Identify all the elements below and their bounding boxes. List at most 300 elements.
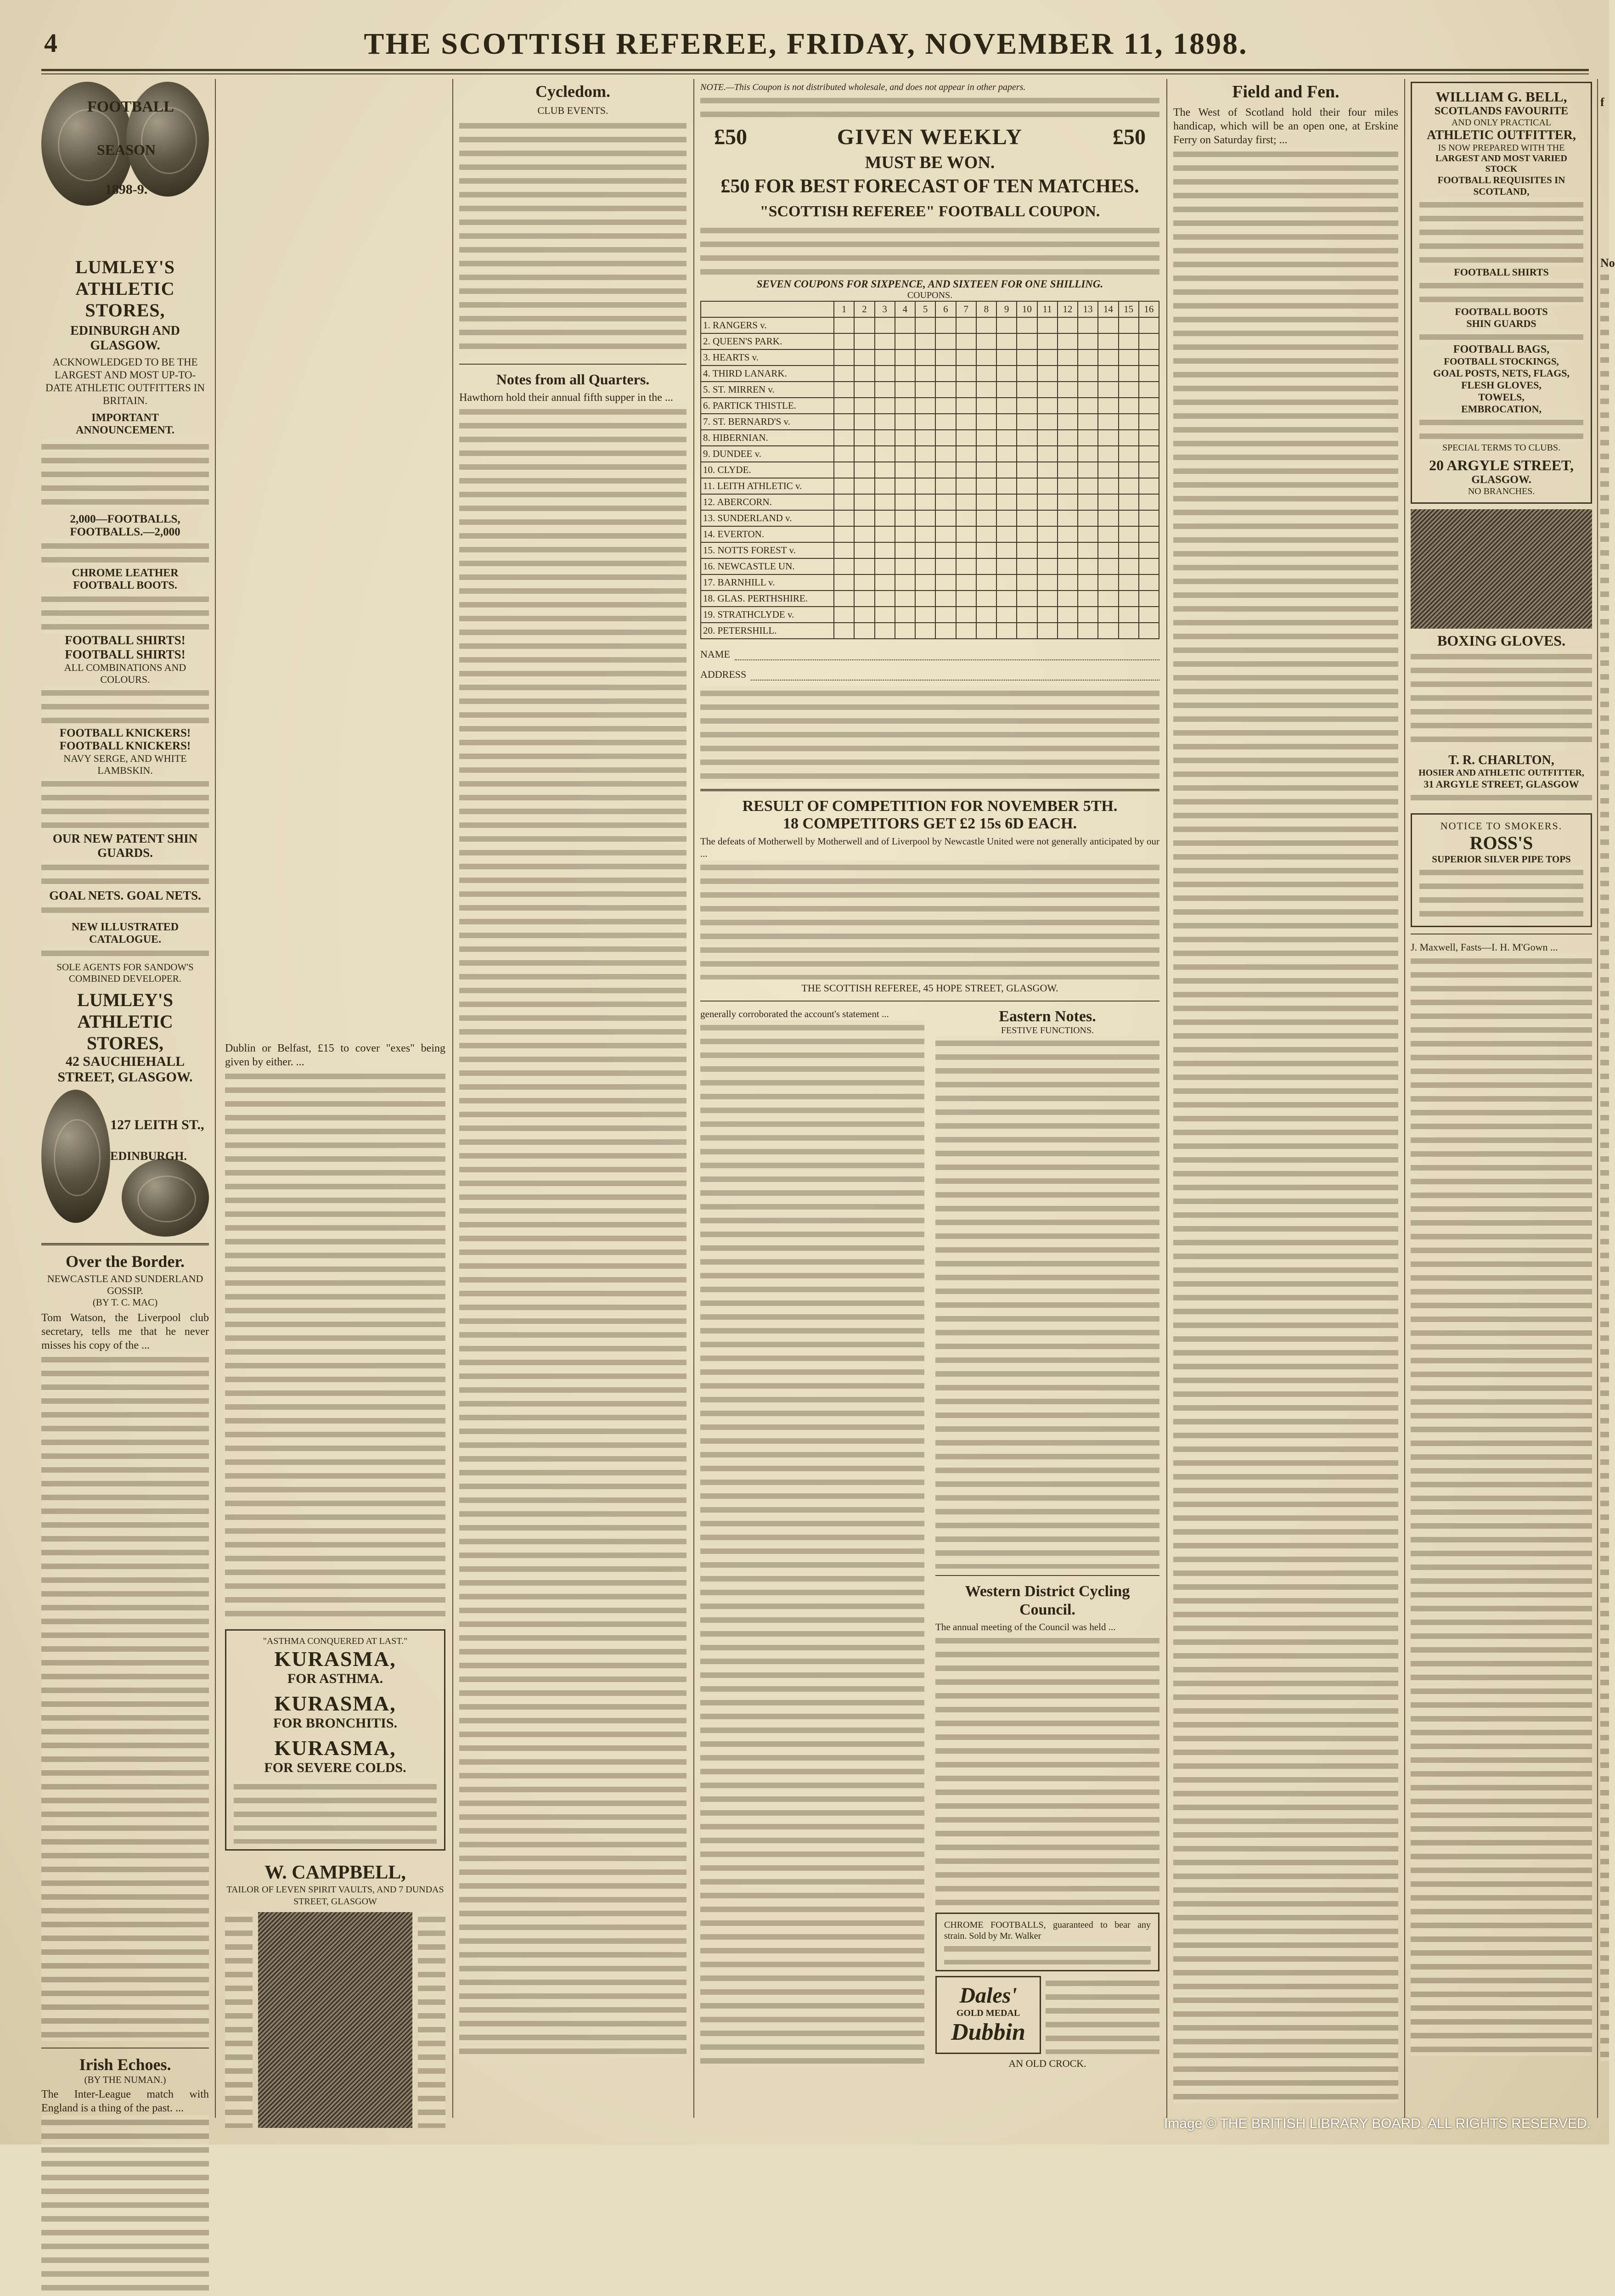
coupon-cell[interactable]	[957, 366, 977, 382]
coupon-cell[interactable]	[936, 414, 956, 430]
coupon-cell[interactable]	[1078, 543, 1098, 559]
coupon-cell[interactable]	[1017, 607, 1037, 623]
coupon-cell[interactable]	[997, 318, 1017, 334]
coupon-cell[interactable]	[957, 527, 977, 543]
coupon-cell[interactable]	[916, 543, 936, 559]
coupon-cell[interactable]	[916, 430, 936, 446]
coupon-cell[interactable]	[855, 511, 875, 527]
coupon-cell[interactable]	[1058, 575, 1078, 591]
coupon-cell[interactable]	[936, 559, 956, 575]
coupon-cell[interactable]	[936, 382, 956, 398]
coupon-cell[interactable]	[1017, 543, 1037, 559]
coupon-cell[interactable]	[895, 527, 916, 543]
coupon-cell[interactable]	[855, 478, 875, 495]
coupon-cell[interactable]	[936, 350, 956, 366]
coupon-cell[interactable]	[957, 543, 977, 559]
coupon-cell[interactable]	[997, 334, 1017, 350]
coupon-cell[interactable]	[936, 430, 956, 446]
coupon-cell[interactable]	[977, 575, 997, 591]
coupon-cell[interactable]	[1017, 414, 1037, 430]
coupon-cell[interactable]	[1038, 414, 1058, 430]
coupon-cell[interactable]	[834, 575, 855, 591]
coupon-cell[interactable]	[1098, 446, 1119, 462]
coupon-cell[interactable]	[1119, 575, 1139, 591]
coupon-cell[interactable]	[977, 591, 997, 607]
coupon-cell[interactable]	[1058, 511, 1078, 527]
coupon-cell[interactable]	[875, 350, 895, 366]
coupon-cell[interactable]	[895, 559, 916, 575]
coupon-cell[interactable]	[916, 575, 936, 591]
coupon-cell[interactable]	[1078, 414, 1098, 430]
coupon-cell[interactable]	[1058, 495, 1078, 511]
coupon-cell[interactable]	[1017, 366, 1037, 382]
coupon-cell[interactable]	[1038, 607, 1058, 623]
coupon-cell[interactable]	[977, 414, 997, 430]
coupon-cell[interactable]	[957, 350, 977, 366]
coupon-cell[interactable]	[1017, 511, 1037, 527]
coupon-cell[interactable]	[1119, 527, 1139, 543]
coupon-cell[interactable]	[977, 318, 997, 334]
coupon-cell[interactable]	[875, 398, 895, 414]
coupon-cell[interactable]	[1058, 366, 1078, 382]
coupon-cell[interactable]	[916, 382, 936, 398]
coupon-cell[interactable]	[1038, 478, 1058, 495]
coupon-cell[interactable]	[997, 414, 1017, 430]
coupon-cell[interactable]	[957, 430, 977, 446]
coupon-cell[interactable]	[1038, 430, 1058, 446]
coupon-cell[interactable]	[1098, 430, 1119, 446]
coupon-cell[interactable]	[1058, 623, 1078, 639]
coupon-cell[interactable]	[875, 318, 895, 334]
coupon-cell[interactable]	[1119, 318, 1139, 334]
coupon-cell[interactable]	[957, 334, 977, 350]
coupon-cell[interactable]	[1078, 559, 1098, 575]
coupon-cell[interactable]	[916, 462, 936, 478]
coupon-cell[interactable]	[1078, 398, 1098, 414]
coupon-cell[interactable]	[875, 462, 895, 478]
coupon-cell[interactable]	[1139, 334, 1159, 350]
coupon-cell[interactable]	[936, 446, 956, 462]
coupon-cell[interactable]	[1078, 446, 1098, 462]
coupon-cell[interactable]	[875, 414, 895, 430]
coupon-cell[interactable]	[855, 382, 875, 398]
coupon-cell[interactable]	[895, 430, 916, 446]
coupon-cell[interactable]	[1017, 446, 1037, 462]
coupon-cell[interactable]	[1119, 446, 1139, 462]
coupon-cell[interactable]	[834, 495, 855, 511]
coupon-cell[interactable]	[957, 478, 977, 495]
coupon-cell[interactable]	[916, 398, 936, 414]
coupon-cell[interactable]	[1058, 430, 1078, 446]
coupon-cell[interactable]	[1017, 430, 1037, 446]
coupon-cell[interactable]	[1058, 559, 1078, 575]
coupon-cell[interactable]	[1078, 462, 1098, 478]
coupon-cell[interactable]	[936, 575, 956, 591]
coupon-cell[interactable]	[997, 527, 1017, 543]
coupon-cell[interactable]	[1078, 527, 1098, 543]
coupon-cell[interactable]	[1119, 495, 1139, 511]
coupon-cell[interactable]	[1038, 382, 1058, 398]
coupon-cell[interactable]	[936, 334, 956, 350]
coupon-cell[interactable]	[895, 382, 916, 398]
coupon-cell[interactable]	[1098, 462, 1119, 478]
coupon-cell[interactable]	[855, 398, 875, 414]
coupon-cell[interactable]	[1058, 398, 1078, 414]
coupon-cell[interactable]	[1058, 446, 1078, 462]
coupon-cell[interactable]	[1139, 543, 1159, 559]
coupon-cell[interactable]	[875, 334, 895, 350]
coupon-cell[interactable]	[977, 446, 997, 462]
coupon-cell[interactable]	[997, 462, 1017, 478]
coupon-cell[interactable]	[855, 318, 875, 334]
coupon-cell[interactable]	[977, 623, 997, 639]
coupon-cell[interactable]	[957, 462, 977, 478]
coupon-cell[interactable]	[1078, 623, 1098, 639]
coupon-cell[interactable]	[834, 366, 855, 382]
coupon-cell[interactable]	[1078, 511, 1098, 527]
coupon-cell[interactable]	[916, 350, 936, 366]
coupon-cell[interactable]	[1038, 559, 1058, 575]
coupon-cell[interactable]	[1139, 414, 1159, 430]
coupon-cell[interactable]	[916, 318, 936, 334]
coupon-cell[interactable]	[1017, 478, 1037, 495]
coupon-cell[interactable]	[1078, 350, 1098, 366]
coupon-cell[interactable]	[1078, 495, 1098, 511]
coupon-cell[interactable]	[855, 334, 875, 350]
coupon-cell[interactable]	[1098, 511, 1119, 527]
coupon-cell[interactable]	[957, 398, 977, 414]
coupon-cell[interactable]	[977, 478, 997, 495]
coupon-cell[interactable]	[1139, 591, 1159, 607]
coupon-cell[interactable]	[1017, 334, 1037, 350]
coupon-cell[interactable]	[1098, 318, 1119, 334]
coupon-cell[interactable]	[855, 462, 875, 478]
coupon-cell[interactable]	[1017, 591, 1037, 607]
coupon-cell[interactable]	[977, 543, 997, 559]
coupon-cell[interactable]	[875, 591, 895, 607]
coupon-cell[interactable]	[1139, 462, 1159, 478]
coupon-cell[interactable]	[1038, 334, 1058, 350]
coupon-cell[interactable]	[936, 607, 956, 623]
coupon-cell[interactable]	[1139, 623, 1159, 639]
coupon-cell[interactable]	[977, 527, 997, 543]
coupon-cell[interactable]	[1098, 623, 1119, 639]
coupon-cell[interactable]	[834, 334, 855, 350]
coupon-cell[interactable]	[1058, 462, 1078, 478]
coupon-cell[interactable]	[997, 398, 1017, 414]
coupon-cell[interactable]	[916, 527, 936, 543]
coupon-cell[interactable]	[936, 462, 956, 478]
coupon-cell[interactable]	[936, 478, 956, 495]
coupon-cell[interactable]	[895, 446, 916, 462]
coupon-cell[interactable]	[834, 511, 855, 527]
coupon-cell[interactable]	[1098, 607, 1119, 623]
coupon-cell[interactable]	[834, 446, 855, 462]
coupon-cell[interactable]	[895, 398, 916, 414]
coupon-cell[interactable]	[916, 607, 936, 623]
coupon-cell[interactable]	[895, 543, 916, 559]
coupon-cell[interactable]	[1058, 527, 1078, 543]
coupon-cell[interactable]	[1139, 350, 1159, 366]
coupon-cell[interactable]	[916, 511, 936, 527]
coupon-cell[interactable]	[834, 623, 855, 639]
coupon-cell[interactable]	[936, 398, 956, 414]
coupon-cell[interactable]	[834, 559, 855, 575]
coupon-cell[interactable]	[1017, 527, 1037, 543]
coupon-cell[interactable]	[916, 591, 936, 607]
coupon-cell[interactable]	[875, 575, 895, 591]
coupon-cell[interactable]	[957, 591, 977, 607]
coupon-cell[interactable]	[1017, 350, 1037, 366]
coupon-cell[interactable]	[834, 350, 855, 366]
coupon-cell[interactable]	[875, 607, 895, 623]
coupon-cell[interactable]	[997, 430, 1017, 446]
coupon-cell[interactable]	[916, 366, 936, 382]
coupon-cell[interactable]	[1017, 623, 1037, 639]
coupon-cell[interactable]	[1139, 398, 1159, 414]
coupon-cell[interactable]	[977, 495, 997, 511]
coupon-cell[interactable]	[1038, 350, 1058, 366]
coupon-cell[interactable]	[1058, 607, 1078, 623]
coupon-cell[interactable]	[1119, 382, 1139, 398]
coupon-cell[interactable]	[895, 366, 916, 382]
coupon-cell[interactable]	[1139, 575, 1159, 591]
coupon-cell[interactable]	[875, 511, 895, 527]
coupon-cell[interactable]	[1139, 430, 1159, 446]
coupon-cell[interactable]	[936, 591, 956, 607]
coupon-cell[interactable]	[1017, 382, 1037, 398]
coupon-cell[interactable]	[1139, 511, 1159, 527]
coupon-cell[interactable]	[834, 318, 855, 334]
coupon-cell[interactable]	[1098, 527, 1119, 543]
coupon-cell[interactable]	[855, 350, 875, 366]
coupon-cell[interactable]	[1058, 350, 1078, 366]
coupon-cell[interactable]	[1098, 350, 1119, 366]
coupon-cell[interactable]	[1119, 511, 1139, 527]
coupon-cell[interactable]	[997, 607, 1017, 623]
coupon-cell[interactable]	[957, 575, 977, 591]
coupon-cell[interactable]	[875, 446, 895, 462]
coupon-cell[interactable]	[957, 559, 977, 575]
coupon-cell[interactable]	[1078, 575, 1098, 591]
coupon-cell[interactable]	[997, 559, 1017, 575]
coupon-cell[interactable]	[977, 398, 997, 414]
coupon-cell[interactable]	[977, 350, 997, 366]
coupon-cell[interactable]	[855, 575, 875, 591]
coupon-cell[interactable]	[1098, 559, 1119, 575]
coupon-cell[interactable]	[1038, 366, 1058, 382]
coupon-cell[interactable]	[855, 430, 875, 446]
coupon-cell[interactable]	[1078, 334, 1098, 350]
coupon-cell[interactable]	[895, 462, 916, 478]
coupon-cell[interactable]	[895, 495, 916, 511]
coupon-cell[interactable]	[977, 462, 997, 478]
coupon-cell[interactable]	[1078, 318, 1098, 334]
coupon-cell[interactable]	[916, 446, 936, 462]
coupon-cell[interactable]	[1038, 527, 1058, 543]
coupon-cell[interactable]	[997, 350, 1017, 366]
coupon-cell[interactable]	[895, 318, 916, 334]
coupon-cell[interactable]	[997, 591, 1017, 607]
coupon-cell[interactable]	[977, 559, 997, 575]
coupon-cell[interactable]	[1017, 495, 1037, 511]
coupon-cell[interactable]	[1038, 543, 1058, 559]
coupon-cell[interactable]	[1078, 382, 1098, 398]
coupon-cell[interactable]	[1078, 430, 1098, 446]
coupon-cell[interactable]	[1119, 430, 1139, 446]
coupon-cell[interactable]	[875, 623, 895, 639]
coupon-cell[interactable]	[1017, 462, 1037, 478]
coupon-cell[interactable]	[1098, 495, 1119, 511]
coupon-cell[interactable]	[1017, 559, 1037, 575]
coupon-cell[interactable]	[1078, 607, 1098, 623]
coupon-cell[interactable]	[1098, 543, 1119, 559]
coupon-cell[interactable]	[855, 446, 875, 462]
coupon-cell[interactable]	[1038, 462, 1058, 478]
coupon-cell[interactable]	[834, 382, 855, 398]
coupon-cell[interactable]	[1119, 591, 1139, 607]
coupon-cell[interactable]	[1098, 591, 1119, 607]
coupon-cell[interactable]	[1098, 398, 1119, 414]
coupon-cell[interactable]	[1098, 334, 1119, 350]
coupon-cell[interactable]	[997, 478, 1017, 495]
coupon-cell[interactable]	[1078, 591, 1098, 607]
coupon-cell[interactable]	[855, 559, 875, 575]
coupon-cell[interactable]	[834, 527, 855, 543]
coupon-cell[interactable]	[875, 559, 895, 575]
coupon-cell[interactable]	[1058, 543, 1078, 559]
coupon-cell[interactable]	[997, 543, 1017, 559]
coupon-cell[interactable]	[1139, 382, 1159, 398]
coupon-cell[interactable]	[1119, 478, 1139, 495]
coupon-cell[interactable]	[895, 511, 916, 527]
coupon-cell[interactable]	[834, 591, 855, 607]
coupon-cell[interactable]	[997, 366, 1017, 382]
coupon-cell[interactable]	[855, 591, 875, 607]
coupon-cell[interactable]	[855, 607, 875, 623]
coupon-cell[interactable]	[1119, 543, 1139, 559]
coupon-cell[interactable]	[1017, 398, 1037, 414]
coupon-cell[interactable]	[957, 511, 977, 527]
coupon-cell[interactable]	[977, 430, 997, 446]
coupon-cell[interactable]	[1139, 318, 1159, 334]
coupon-cell[interactable]	[1038, 623, 1058, 639]
coupon-cell[interactable]	[936, 495, 956, 511]
coupon-cell[interactable]	[1038, 398, 1058, 414]
coupon-cell[interactable]	[1119, 414, 1139, 430]
coupon-cell[interactable]	[1038, 318, 1058, 334]
coupon-cell[interactable]	[1119, 623, 1139, 639]
coupon-cell[interactable]	[855, 366, 875, 382]
coupon-cell[interactable]	[1058, 318, 1078, 334]
coupon-cell[interactable]	[895, 575, 916, 591]
coupon-cell[interactable]	[895, 607, 916, 623]
coupon-cell[interactable]	[1098, 478, 1119, 495]
coupon-cell[interactable]	[957, 318, 977, 334]
coupon-cell[interactable]	[834, 478, 855, 495]
coupon-cell[interactable]	[1119, 462, 1139, 478]
coupon-cell[interactable]	[977, 607, 997, 623]
coupon-cell[interactable]	[895, 414, 916, 430]
coupon-cell[interactable]	[957, 607, 977, 623]
coupon-cell[interactable]	[916, 559, 936, 575]
coupon-cell[interactable]	[875, 478, 895, 495]
coupon-cell[interactable]	[936, 318, 956, 334]
coupon-cell[interactable]	[977, 334, 997, 350]
coupon-cell[interactable]	[1058, 382, 1078, 398]
coupon-cell[interactable]	[1017, 318, 1037, 334]
coupon-cell[interactable]	[1119, 366, 1139, 382]
coupon-cell[interactable]	[895, 623, 916, 639]
coupon-cell[interactable]	[997, 511, 1017, 527]
coupon-cell[interactable]	[855, 527, 875, 543]
coupon-cell[interactable]	[1139, 495, 1159, 511]
coupon-cell[interactable]	[1119, 350, 1139, 366]
coupon-cell[interactable]	[875, 543, 895, 559]
coupon-cell[interactable]	[1038, 446, 1058, 462]
coupon-cell[interactable]	[895, 478, 916, 495]
coupon-cell[interactable]	[997, 495, 1017, 511]
coupon-cell[interactable]	[997, 382, 1017, 398]
coupon-cell[interactable]	[855, 543, 875, 559]
coupon-cell[interactable]	[936, 527, 956, 543]
coupon-cell[interactable]	[895, 350, 916, 366]
coupon-cell[interactable]	[1098, 366, 1119, 382]
coupon-cell[interactable]	[977, 382, 997, 398]
coupon-cell[interactable]	[977, 511, 997, 527]
coupon-cell[interactable]	[1139, 366, 1159, 382]
coupon-cell[interactable]	[834, 430, 855, 446]
coupon-cell[interactable]	[957, 382, 977, 398]
coupon-cell[interactable]	[1119, 607, 1139, 623]
coupon-cell[interactable]	[1058, 478, 1078, 495]
coupon-cell[interactable]	[977, 366, 997, 382]
coupon-cell[interactable]	[1119, 334, 1139, 350]
coupon-cell[interactable]	[997, 623, 1017, 639]
coupon-cell[interactable]	[1119, 398, 1139, 414]
coupon-cell[interactable]	[957, 495, 977, 511]
coupon-cell[interactable]	[916, 623, 936, 639]
coupon-cell[interactable]	[1038, 575, 1058, 591]
coupon-cell[interactable]	[1078, 366, 1098, 382]
coupon-cell[interactable]	[916, 495, 936, 511]
coupon-cell[interactable]	[1038, 591, 1058, 607]
coupon-cell[interactable]	[834, 398, 855, 414]
coupon-cell[interactable]	[1078, 478, 1098, 495]
coupon-cell[interactable]	[1058, 414, 1078, 430]
coupon-cell[interactable]	[1058, 591, 1078, 607]
coupon-cell[interactable]	[895, 334, 916, 350]
coupon-cell[interactable]	[1119, 559, 1139, 575]
coupon-cell[interactable]	[936, 543, 956, 559]
coupon-cell[interactable]	[1098, 575, 1119, 591]
coupon-cell[interactable]	[834, 607, 855, 623]
coupon-cell[interactable]	[997, 575, 1017, 591]
coupon-cell[interactable]	[957, 414, 977, 430]
coupon-cell[interactable]	[875, 527, 895, 543]
coupon-cell[interactable]	[855, 414, 875, 430]
coupon-cell[interactable]	[855, 495, 875, 511]
coupon-cell[interactable]	[1038, 495, 1058, 511]
coupon-cell[interactable]	[834, 414, 855, 430]
coupon-cell[interactable]	[1098, 382, 1119, 398]
coupon-cell[interactable]	[1139, 527, 1159, 543]
coupon-cell[interactable]	[916, 414, 936, 430]
coupon-cell[interactable]	[936, 623, 956, 639]
coupon-cell[interactable]	[875, 495, 895, 511]
coupon-cell[interactable]	[855, 623, 875, 639]
coupon-cell[interactable]	[834, 543, 855, 559]
